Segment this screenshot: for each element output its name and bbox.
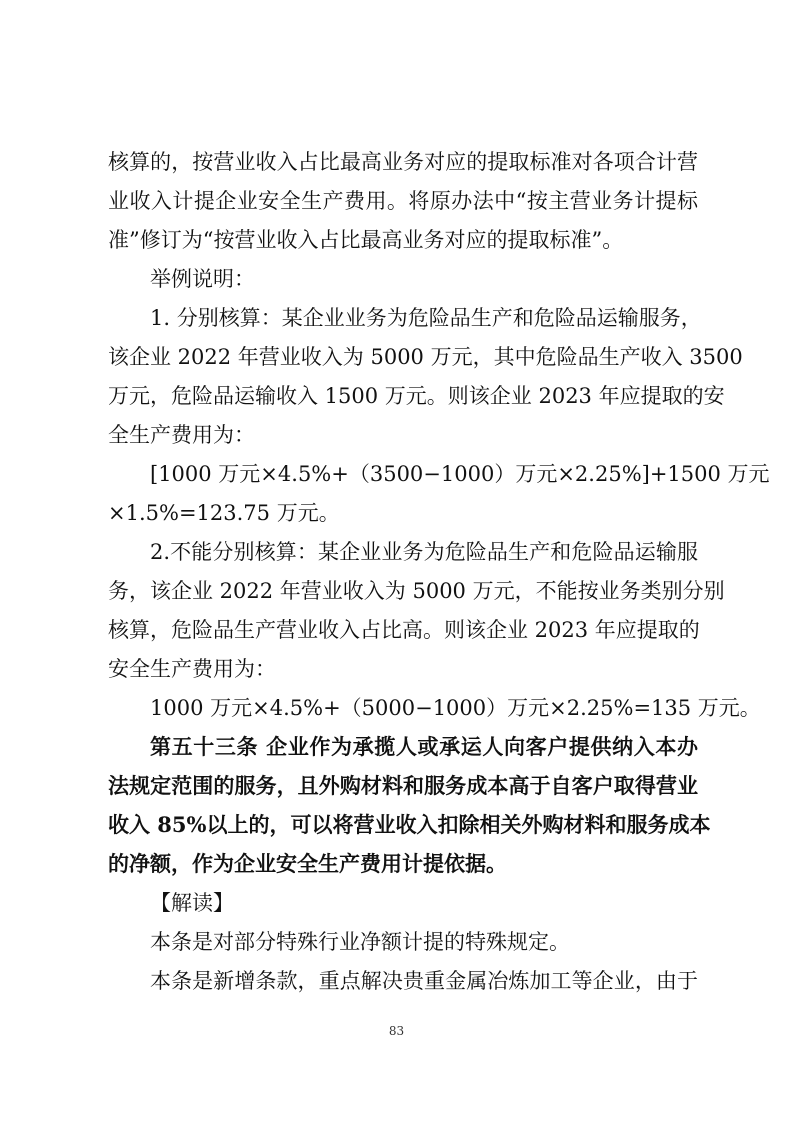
article-line: 收入 85%以上的，可以将营业收入扣除相关外购材料和服务成本 [108,812,711,837]
article-line: 的净额，作为企业安全生产费用计提依据。 [108,851,507,876]
body-line: 本条是新增条款，重点解决贵重金属冶炼加工等企业，由于 [150,969,698,993]
body-line: 全生产费用为： [108,423,255,447]
formula-line: [1000 万元×4.5%+（3500−1000）万元×2.25%]+1500 万元 [150,462,770,486]
body-line: 业收入计提企业安全生产费用。将原办法中“按主营业务计提标 [108,189,698,213]
article-line: 法规定范围的服务，且外购材料和服务成本高于自客户取得营业 [108,773,698,798]
body-line: 核算，危险品生产营业收入占比高。则该企业 2023 年应提取的 [108,618,700,642]
body-line: 核算的，按营业收入占比最高业务对应的提取标准对各项合计营 [108,150,698,174]
formula-line: 1000 万元×4.5%+（5000−1000）万元×2.25%=135 万元。 [150,696,761,720]
body-line: 万元，危险品运输收入 1500 万元。则该企业 2023 年应提取的安 [108,384,725,408]
body-line: 该企业 2022 年营业收入为 5000 万元，其中危险品生产收入 3500 [108,345,743,369]
body-line: 1. 分别核算：某企业业务为危险品生产和危险品运输服务， [150,306,702,330]
section-label: 【解读】 [150,891,234,915]
body-line: 安全生产费用为： [108,657,276,681]
body-line: 准”修订为“按营业收入占比最高业务对应的提取标准”。 [108,228,624,252]
body-line: 2.不能分别核算：某企业业务为危险品生产和危险品运输服 [150,540,698,564]
body-line: 举例说明： [150,267,255,291]
page-number: 83 [388,1024,405,1038]
body-line: 本条是对部分特殊行业净额计提的特殊规定。 [150,930,570,954]
article-heading-line: 第五十三条 企业作为承揽人或承运人向客户提供纳入本办 [150,734,698,759]
formula-line: ×1.5%=123.75 万元。 [108,501,340,525]
body-line: 务，该企业 2022 年营业收入为 5000 万元，不能按业务类别分别 [108,579,725,603]
